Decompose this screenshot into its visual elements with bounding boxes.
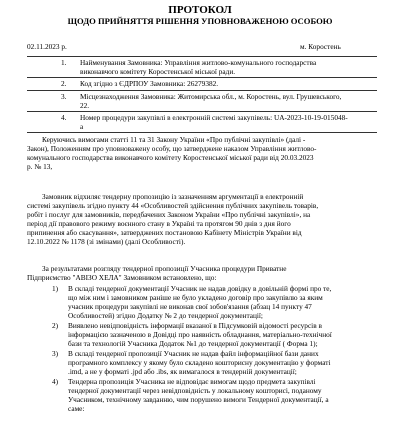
info-item-number: 3. [61,92,67,101]
finding-line: програмного комплексу у якому було складено кошторисну документацію у форматі [68,358,331,367]
info-item-line: Найменування Замовника: Управління житлово-комунального господарства [80,58,317,67]
finding-line: Особливостей) згідно Додатку № 2 до тендерної документації; [68,311,263,320]
body-paragraph-line: За результатами розгляду тендерної пропозиції Учасника процедури Приватне [42,264,287,273]
info-item-line: Номер процедури закупівлі в електронній системі закупівель: UA-2023-10-19-015048- [80,113,348,122]
info-item-line: Місцезнаходження Замовника: Житомирська обл., м. Коростень, вул. Грушевського, [80,92,342,101]
finding-line: учасник процедури закупівлі не виконав свої зобов'язання (абзац 14 пункту 47 [68,302,312,311]
separator-line [27,56,377,57]
finding-line: інформацією зазначеною в Довідці про наявність обладнання, матеріально-технічної [68,330,332,339]
body-paragraph-line: Керуючись вимогами статті 11 та 31 Закону України «Про публічні закупівлі» (далі - [42,135,306,144]
finding-number: 3) [52,349,59,358]
finding-line: саме: [68,404,85,413]
separator-line [27,77,377,78]
finding-line: тендерної документації через невідповідність у локальному кошторисі, поданому [68,386,322,395]
info-item-line: Код згідно з ЄДРПОУ Замовника: 26279382. [80,79,219,88]
finding-line: Тендерна пропозиція Учасника не відповідає вимогам щодо предмета закупівлі [68,377,316,386]
body-paragraph-line: р. № 13, [27,162,53,171]
finding-line: Виявлено невідповідність інформації вказаної в Підсумковій відомості ресурсів в [68,321,322,330]
finding-number: 1) [52,284,59,293]
protocol-title: ПРОТОКОЛ [168,4,232,16]
info-item-line: виконавчого комітету Коростенської міської ради. [80,67,236,76]
info-item-number: 2. [61,79,67,88]
body-paragraph-line: припинення або скасування», затверджених постановою Кабінету Міністрів України від [27,228,302,237]
separator-line [27,132,377,133]
info-item-number: 1. [61,58,67,67]
finding-number: 2) [52,321,59,330]
info-item-line: a [80,122,84,131]
body-paragraph-line: Підприємство "АВІЗО ХЕЛА" Замовником встановлено, що: [27,273,217,282]
protocol-date: 02.11.2023 р. [27,42,67,51]
separator-line [27,90,377,91]
finding-line: Учасником, технічному завданню, чим порушено вимоги Тендерної документації, а [68,395,329,404]
info-item-number: 4. [61,113,67,122]
protocol-subtitle: ЩОДО ПРИЙНЯТТЯ РІШЕННЯ УПОВНОВАЖЕНОЮ ОСОБОЮ [67,16,333,26]
info-item-line: 22. [80,101,90,110]
body-paragraph-line: системі закупівель згідно пункту 44 «Особливостей здійснення публічних закупівель товарів, [27,201,319,210]
body-paragraph-line: комунального господарства виконавчого комітету Коростенської міської ради від 20.03.2023 [27,153,314,162]
finding-line: бази та технологій Учасника Додаток №1 до тендерної документації ( Форма 1); [68,339,318,348]
body-paragraph-line: 12.10.2022 № 1178 (зі змінами) (далі Особливості). [27,237,186,246]
separator-line [27,111,377,112]
protocol-place: м. Коростень [300,42,341,51]
body-paragraph-line: Замовник відхиляє тендерну пропозицію із зазначенням аргументації в електронній [42,192,304,201]
body-paragraph-line: період дії правового режиму воєнного стану в Україні та протягом 90 днів з дня його [27,219,291,228]
finding-line: що між ним і замовником раніше не було укладено договір про закупівлю за яким [68,293,323,302]
finding-line: .imd, а не у форматі .jpd або .ibs, як вимагалося в тендерній документації; [68,367,297,376]
finding-line: В складі тендерної документації Учасник не надав довідку в довільній формі про те, [68,284,332,293]
finding-line: В складі тендерної пропозиції Учасник не надав файл інформаційної бази даних [68,349,319,358]
body-paragraph-line: робіт і послуг для замовників, передбачених Законом України «Про публічні закупівлі», на [27,210,311,219]
finding-number: 4) [52,377,59,386]
body-paragraph-line: Закон), Положенням про уповноважену особу, що затверджене наказом Управління житлово- [27,144,317,153]
